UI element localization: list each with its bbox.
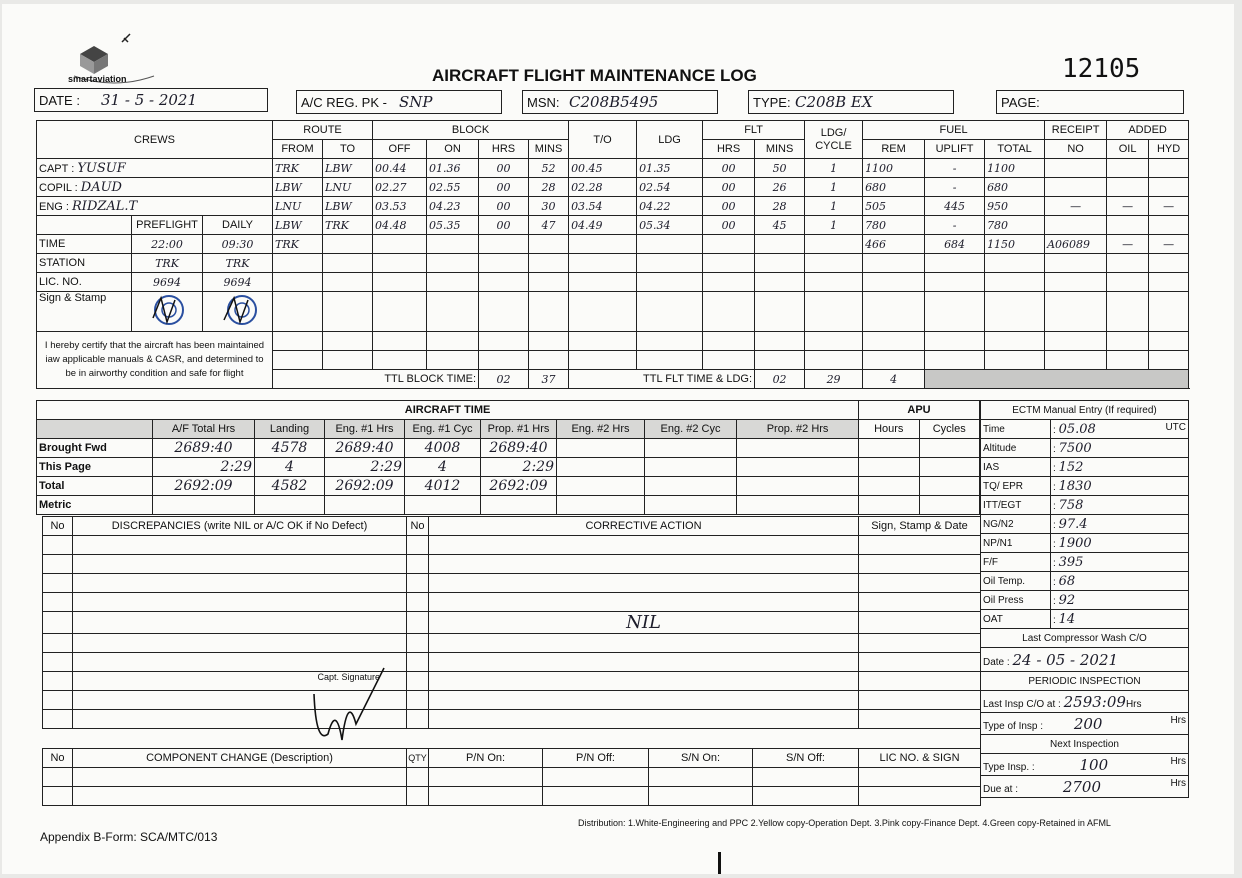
compressor-wash-date: Date : 24 - 05 - 2021 bbox=[981, 648, 1189, 672]
flight-row bbox=[37, 159, 1189, 178]
added-oil: — bbox=[1107, 235, 1149, 254]
check-preflight: 9694 bbox=[132, 273, 203, 292]
ldg-header: LDG bbox=[637, 121, 703, 159]
prop1-hrs: 2:29 bbox=[481, 458, 557, 477]
block-header: BLOCK bbox=[373, 121, 569, 140]
hrs-unit: Hrs bbox=[1125, 698, 1142, 710]
aircraft-time-row bbox=[37, 496, 859, 515]
logo bbox=[64, 32, 164, 88]
aircraft-time-row bbox=[37, 439, 859, 458]
page-box bbox=[996, 90, 1184, 114]
ectm-label: TQ/ EPR bbox=[981, 477, 1051, 496]
crew-role: ENG bbox=[39, 200, 63, 213]
crew-name: DAUD bbox=[80, 179, 122, 195]
landing: 4578 bbox=[255, 439, 325, 458]
flight-block-mins: 47 bbox=[529, 216, 569, 235]
log-sheet bbox=[2, 4, 1234, 874]
landing: 4 bbox=[255, 458, 325, 477]
flight-on: 02.55 bbox=[427, 178, 479, 197]
added-hyd bbox=[1149, 216, 1189, 235]
date-value: 31 - 5 - 2021 bbox=[101, 91, 198, 109]
eng1-cyc: 4012 bbox=[405, 477, 481, 496]
crew-capt: CAPT : YUSUF bbox=[37, 159, 273, 178]
distribution-text: Distribution: 1.White-Engineering and PPC 2.Yellow copy-Operation Dept. 3.Pink copy-Finance Dept. 4.Green copy-Retained in AFML bbox=[578, 818, 1111, 828]
type-insp: Type of Insp : 200 Hrs bbox=[981, 713, 1189, 735]
flight-takeoff: 00.45 bbox=[569, 159, 637, 178]
msn-value: C208B5495 bbox=[569, 93, 659, 111]
ectm-label: NG/N2 bbox=[981, 515, 1051, 534]
apu-cycles: Cycles bbox=[919, 420, 980, 439]
ectm-table: ECTM Manual Entry (If required) Time : 05.08 UTC Altitude : 7500 IAS : 152 TQ/ EPR : 1830 ITT/EGT : 758 NG/N2 : 97.4 NP/N1 : 1900 F/F : 395 Oil Temp. : 68 Oil Press : 92 OAT : 14 Last Compressor Wash C/O Date : 24 - 05 - 2021 PERIODIC INSPECTION Last Insp C/O at : 2593:09Hrs Type of Insp : 200 Hrs Next Inspection Type Insp. : 100 Hrs Due at : 2700 Hrs bbox=[980, 400, 1189, 798]
msn-box bbox=[522, 90, 718, 114]
stamp-preflight bbox=[132, 292, 203, 332]
last-insp: Last Insp C/O at : 2593:09Hrs bbox=[981, 691, 1189, 713]
pn-on-header: P/N On: bbox=[429, 749, 543, 768]
flight-to: LBW bbox=[323, 159, 373, 178]
check-daily: 9694 bbox=[203, 273, 273, 292]
ectm-value: 68 bbox=[1058, 573, 1076, 589]
daily-header: DAILY bbox=[203, 216, 273, 235]
flight-from: LBW bbox=[273, 216, 323, 235]
msn-label: MSN: bbox=[527, 95, 560, 110]
flt-hrs-header: HRS bbox=[703, 140, 755, 159]
crew-name: RIDZAL.T bbox=[72, 198, 138, 214]
fuel-uplift: 445 bbox=[925, 197, 985, 216]
ectm-title: ECTM Manual Entry (If required) bbox=[981, 401, 1189, 420]
capt-sig-text: Capt. Signature bbox=[317, 672, 380, 682]
flight-off: 03.53 bbox=[373, 197, 427, 216]
block-mins-header: MINS bbox=[529, 140, 569, 159]
added-oil: — bbox=[1107, 197, 1149, 216]
reg-value: SNP bbox=[399, 93, 433, 111]
serial-number: 12105 bbox=[1062, 54, 1141, 84]
prop1-hrs: 2689:40 bbox=[481, 439, 557, 458]
receipt-header: RECEIPT bbox=[1045, 121, 1107, 140]
flight-off: 04.48 bbox=[373, 216, 427, 235]
flight-block-mins: 52 bbox=[529, 159, 569, 178]
ca-no-header: No bbox=[407, 517, 429, 536]
ectm-time: : 05.08 UTC bbox=[1051, 420, 1189, 439]
added-header: ADDED bbox=[1107, 121, 1189, 140]
nil-entry: NIL bbox=[429, 612, 859, 634]
pn-off-header: P/N Off: bbox=[543, 749, 649, 768]
corrective-header: CORRECTIVE ACTION bbox=[429, 517, 859, 536]
ttl-block-hrs: 02 bbox=[479, 370, 529, 389]
ectm-value: 7500 bbox=[1058, 440, 1092, 456]
hyd-header: HYD bbox=[1149, 140, 1189, 159]
flt-header: FLT bbox=[703, 121, 805, 140]
eng1-cyc: 4008 bbox=[405, 439, 481, 458]
flight-cycle: 1 bbox=[805, 216, 863, 235]
stamp-icon bbox=[147, 292, 187, 328]
landing: 4582 bbox=[255, 477, 325, 496]
sn-on-header: S/N On: bbox=[649, 749, 753, 768]
apu-title: APU bbox=[859, 401, 980, 420]
hrs-unit: Hrs bbox=[1170, 755, 1186, 767]
fuel-uplift: 684 bbox=[925, 235, 985, 254]
due-value: 2700 bbox=[1062, 777, 1101, 796]
flight-on: 05.35 bbox=[427, 216, 479, 235]
flight-flt-hrs: 00 bbox=[703, 216, 755, 235]
receipt-no: A06089 bbox=[1045, 235, 1107, 254]
flight-off: 02.27 bbox=[373, 178, 427, 197]
due-label: Due at bbox=[983, 783, 1013, 795]
hrs-unit: Hrs bbox=[1170, 777, 1186, 789]
flight-to: TRK bbox=[323, 216, 373, 235]
af-total-hrs: 2:29 bbox=[153, 458, 255, 477]
flight-takeoff: 02.28 bbox=[569, 178, 637, 197]
certify-text: I hereby certify that the aircraft has been maintained iaw applicable manuals & CASR, and determined to be in airworthy condition and safe for flight bbox=[37, 332, 273, 389]
fuel-uplift: - bbox=[925, 159, 985, 178]
compressor-wash-title: Last Compressor Wash C/O bbox=[981, 629, 1189, 648]
comp-no-header: No bbox=[43, 749, 73, 768]
check-preflight: 22:00 bbox=[132, 235, 203, 254]
ttl-ldg: 4 bbox=[863, 370, 925, 389]
ectm-label: ITT/EGT bbox=[981, 496, 1051, 515]
af-total-hrs: 2689:40 bbox=[153, 439, 255, 458]
type-insp-label: Type of Insp bbox=[983, 720, 1038, 732]
captain-signature-icon bbox=[306, 664, 386, 754]
ectm-value: 92 bbox=[1058, 592, 1076, 608]
col-header: Prop. #2 Hrs bbox=[737, 420, 859, 439]
apu-hours: Hours bbox=[859, 420, 920, 439]
type-value: C208B EX bbox=[795, 93, 873, 111]
check-label: TIME bbox=[37, 235, 132, 254]
comp-header: COMPONENT CHANGE (Description) bbox=[73, 749, 407, 768]
flight-on: 04.23 bbox=[427, 197, 479, 216]
apu-table bbox=[858, 400, 980, 515]
check-label: LIC. NO. bbox=[37, 273, 132, 292]
check-label: Sign & Stamp bbox=[37, 292, 132, 332]
date-box bbox=[34, 88, 268, 112]
check-label: STATION bbox=[37, 254, 132, 273]
fuel-total: 1150 bbox=[985, 235, 1045, 254]
date-label: Date bbox=[983, 656, 1005, 668]
logo-text: smartaviation bbox=[68, 74, 127, 84]
flight-landing: 01.35 bbox=[637, 159, 703, 178]
col-header: Eng. #1 Cyc bbox=[405, 420, 481, 439]
flight-to: LBW bbox=[323, 197, 373, 216]
hrs-unit: Hrs bbox=[1170, 714, 1186, 726]
ttl-block-label: TTL BLOCK TIME: bbox=[273, 370, 479, 389]
crew-role: CAPT bbox=[39, 162, 69, 175]
col-header: A/F Total Hrs bbox=[153, 420, 255, 439]
fuel-rem: 466 bbox=[863, 235, 925, 254]
fuel-rem: 505 bbox=[863, 197, 925, 216]
aircraft-time-table bbox=[36, 400, 859, 515]
ectm-value: 152 bbox=[1058, 459, 1084, 475]
added-hyd bbox=[1149, 159, 1189, 178]
added-oil bbox=[1107, 216, 1149, 235]
row-label: Metric bbox=[37, 496, 153, 515]
fuel-total: 950 bbox=[985, 197, 1045, 216]
reg-box bbox=[296, 90, 502, 114]
next-type-value: 100 bbox=[1079, 755, 1109, 774]
flight-from: TRK bbox=[273, 159, 323, 178]
ectm-label: OAT bbox=[981, 610, 1051, 629]
flight-table bbox=[36, 120, 1189, 389]
col-header: Landing bbox=[255, 420, 325, 439]
page-label: PAGE: bbox=[1001, 95, 1040, 110]
flight-row bbox=[37, 197, 1189, 216]
receipt-no: — bbox=[1045, 197, 1107, 216]
receipt-no bbox=[1045, 159, 1107, 178]
flight-cycle: 1 bbox=[805, 178, 863, 197]
to-route-header: TO bbox=[323, 140, 373, 159]
fuel-uplift: - bbox=[925, 178, 985, 197]
on-header: ON bbox=[427, 140, 479, 159]
utc-label: UTC bbox=[1165, 421, 1186, 433]
receipt-no-header: NO bbox=[1045, 140, 1107, 159]
row-label: This Page bbox=[37, 458, 153, 477]
ectm-label: Time bbox=[981, 420, 1051, 439]
flt-mins-header: MINS bbox=[755, 140, 805, 159]
to-header: T/O bbox=[569, 121, 637, 159]
crew-copil: COPIL : DAUD bbox=[37, 178, 273, 197]
periodic-title: PERIODIC INSPECTION bbox=[981, 672, 1189, 691]
flight-landing: 02.54 bbox=[637, 178, 703, 197]
aircraft-time-row bbox=[37, 477, 859, 496]
stamp-daily bbox=[203, 292, 273, 332]
col-header: Eng. #2 Hrs bbox=[557, 420, 645, 439]
ectm-value: 758 bbox=[1058, 497, 1084, 513]
aircraft-time-title: AIRCRAFT TIME bbox=[37, 401, 859, 420]
crew-name: YUSUF bbox=[77, 160, 126, 176]
flight-landing: 04.22 bbox=[637, 197, 703, 216]
fuel-total: 680 bbox=[985, 178, 1045, 197]
last-insp-label: Last Insp C/O at bbox=[983, 698, 1056, 710]
crew-eng: ENG : RIDZAL.T bbox=[37, 197, 273, 216]
ttl-flt-mins: 29 bbox=[805, 370, 863, 389]
row-label: Brought Fwd bbox=[37, 439, 153, 458]
next-type: Type Insp. : 100 Hrs bbox=[981, 754, 1189, 776]
component-table bbox=[42, 748, 981, 806]
crew-role: COPIL bbox=[39, 181, 72, 194]
due-at: Due at : 2700 Hrs bbox=[981, 776, 1189, 798]
ldg-cycle-header: LDG/ CYCLE bbox=[805, 121, 863, 159]
flight-takeoff: 04.49 bbox=[569, 216, 637, 235]
flight-flt-mins: 28 bbox=[755, 197, 805, 216]
ectm-value: 395 bbox=[1058, 554, 1084, 570]
ectm-label: NP/N1 bbox=[981, 534, 1051, 553]
flight-from: LBW bbox=[273, 178, 323, 197]
check-daily: 09:30 bbox=[203, 235, 273, 254]
flight-from: TRK bbox=[273, 235, 323, 254]
page-mark bbox=[718, 852, 721, 874]
fuel-total: 1100 bbox=[985, 159, 1045, 178]
added-oil bbox=[1107, 159, 1149, 178]
type-box bbox=[748, 90, 954, 114]
flight-from: LNU bbox=[273, 197, 323, 216]
receipt-no bbox=[1045, 216, 1107, 235]
disc-header: DISCREPANCIES (write NIL or A/C OK if No Defect) bbox=[73, 517, 407, 536]
flight-block-mins: 28 bbox=[529, 178, 569, 197]
reg-label: A/C REG. PK - bbox=[301, 95, 387, 110]
flight-on: 01.36 bbox=[427, 159, 479, 178]
flight-block-hrs: 00 bbox=[479, 159, 529, 178]
ectm-label: F/F bbox=[981, 553, 1051, 572]
route-header: ROUTE bbox=[273, 121, 373, 140]
discrepancy-table bbox=[42, 516, 981, 729]
ectm-label: IAS bbox=[981, 458, 1051, 477]
crews-header: CREWS bbox=[37, 121, 273, 159]
added-hyd bbox=[1149, 178, 1189, 197]
ectm-label: Altitude bbox=[981, 439, 1051, 458]
flight-flt-mins: 45 bbox=[755, 216, 805, 235]
flight-flt-hrs: 00 bbox=[703, 197, 755, 216]
flight-block-hrs: 00 bbox=[479, 178, 529, 197]
flight-block-hrs: 00 bbox=[479, 216, 529, 235]
last-insp-value: 2593:09 bbox=[1063, 692, 1126, 711]
fuel-total: 780 bbox=[985, 216, 1045, 235]
added-hyd: — bbox=[1149, 235, 1189, 254]
flight-cycle: 1 bbox=[805, 159, 863, 178]
preflight-header: PREFLIGHT bbox=[132, 216, 203, 235]
type-label: TYPE: bbox=[753, 95, 791, 110]
flight-to bbox=[323, 235, 373, 254]
compressor-wash-value: 24 - 05 - 2021 bbox=[1012, 650, 1119, 669]
fuel-header: FUEL bbox=[863, 121, 1045, 140]
prop1-hrs: 2692:09 bbox=[481, 477, 557, 496]
form-title: AIRCRAFT FLIGHT MAINTENANCE LOG bbox=[432, 66, 757, 85]
flight-row bbox=[37, 178, 1189, 197]
fuel-uplift: - bbox=[925, 216, 985, 235]
flight-row bbox=[37, 235, 1189, 254]
flight-cycle: 1 bbox=[805, 197, 863, 216]
off-header: OFF bbox=[373, 140, 427, 159]
fuel-rem: 680 bbox=[863, 178, 925, 197]
next-type-label: Type Insp. bbox=[983, 761, 1030, 773]
ectm-label: Oil Press bbox=[981, 591, 1051, 610]
ectm-value: 1830 bbox=[1058, 478, 1092, 494]
aircraft-time-row bbox=[37, 458, 859, 477]
added-hyd: — bbox=[1149, 197, 1189, 216]
rem-header: REM bbox=[863, 140, 925, 159]
from-header: FROM bbox=[273, 140, 323, 159]
flight-off: 00.44 bbox=[373, 159, 427, 178]
ttl-block-mins: 37 bbox=[529, 370, 569, 389]
flight-takeoff: 03.54 bbox=[569, 197, 637, 216]
eng1-hrs: 2692:09 bbox=[325, 477, 405, 496]
flight-block-mins: 30 bbox=[529, 197, 569, 216]
flight-block-hrs: 00 bbox=[479, 197, 529, 216]
flight-row bbox=[37, 216, 1189, 235]
ectm-value: 05.08 bbox=[1058, 421, 1096, 437]
ectm-label: Oil Temp. bbox=[981, 572, 1051, 591]
check-daily: TRK bbox=[203, 254, 273, 273]
qty-header: QTY bbox=[407, 749, 429, 768]
flight-flt-mins: 50 bbox=[755, 159, 805, 178]
ttl-flt-label: TTL FLT TIME & LDG: bbox=[569, 370, 755, 389]
eng1-hrs: 2689:40 bbox=[325, 439, 405, 458]
flight-flt-hrs: 00 bbox=[703, 159, 755, 178]
stamp-icon bbox=[218, 292, 258, 328]
total-header: TOTAL bbox=[985, 140, 1045, 159]
fuel-rem: 780 bbox=[863, 216, 925, 235]
col-header: Eng. #1 Hrs bbox=[325, 420, 405, 439]
col-header: Eng. #2 Cyc bbox=[645, 420, 737, 439]
eng1-cyc: 4 bbox=[405, 458, 481, 477]
type-insp-value: 200 bbox=[1073, 714, 1103, 733]
ectm-value: 1900 bbox=[1058, 535, 1092, 551]
appendix-text: Appendix B-Form: SCA/MTC/013 bbox=[40, 830, 218, 844]
lic-header: LIC NO. & SIGN bbox=[859, 749, 981, 768]
row-label: Total bbox=[37, 477, 153, 496]
ectm-value: 97.4 bbox=[1058, 516, 1088, 532]
sn-off-header: S/N Off: bbox=[753, 749, 859, 768]
block-hrs-header: HRS bbox=[479, 140, 529, 159]
ttl-flt-hrs: 02 bbox=[755, 370, 805, 389]
uplift-header: UPLIFT bbox=[925, 140, 985, 159]
ectm-value: 14 bbox=[1058, 611, 1076, 627]
flight-flt-mins: 26 bbox=[755, 178, 805, 197]
sign-header: Sign, Stamp & Date bbox=[859, 517, 981, 536]
date-label: DATE : bbox=[39, 93, 80, 108]
af-total-hrs: 2692:09 bbox=[153, 477, 255, 496]
flight-to: LNU bbox=[323, 178, 373, 197]
oil-header: OIL bbox=[1107, 140, 1149, 159]
receipt-no bbox=[1045, 178, 1107, 197]
flight-landing: 05.34 bbox=[637, 216, 703, 235]
eng1-hrs: 2:29 bbox=[325, 458, 405, 477]
fuel-rem: 1100 bbox=[863, 159, 925, 178]
next-insp-title: Next Inspection bbox=[981, 735, 1189, 754]
added-oil bbox=[1107, 178, 1149, 197]
flight-flt-hrs: 00 bbox=[703, 178, 755, 197]
check-preflight: TRK bbox=[132, 254, 203, 273]
col-header: Prop. #1 Hrs bbox=[481, 420, 557, 439]
disc-no-header: No bbox=[43, 517, 73, 536]
